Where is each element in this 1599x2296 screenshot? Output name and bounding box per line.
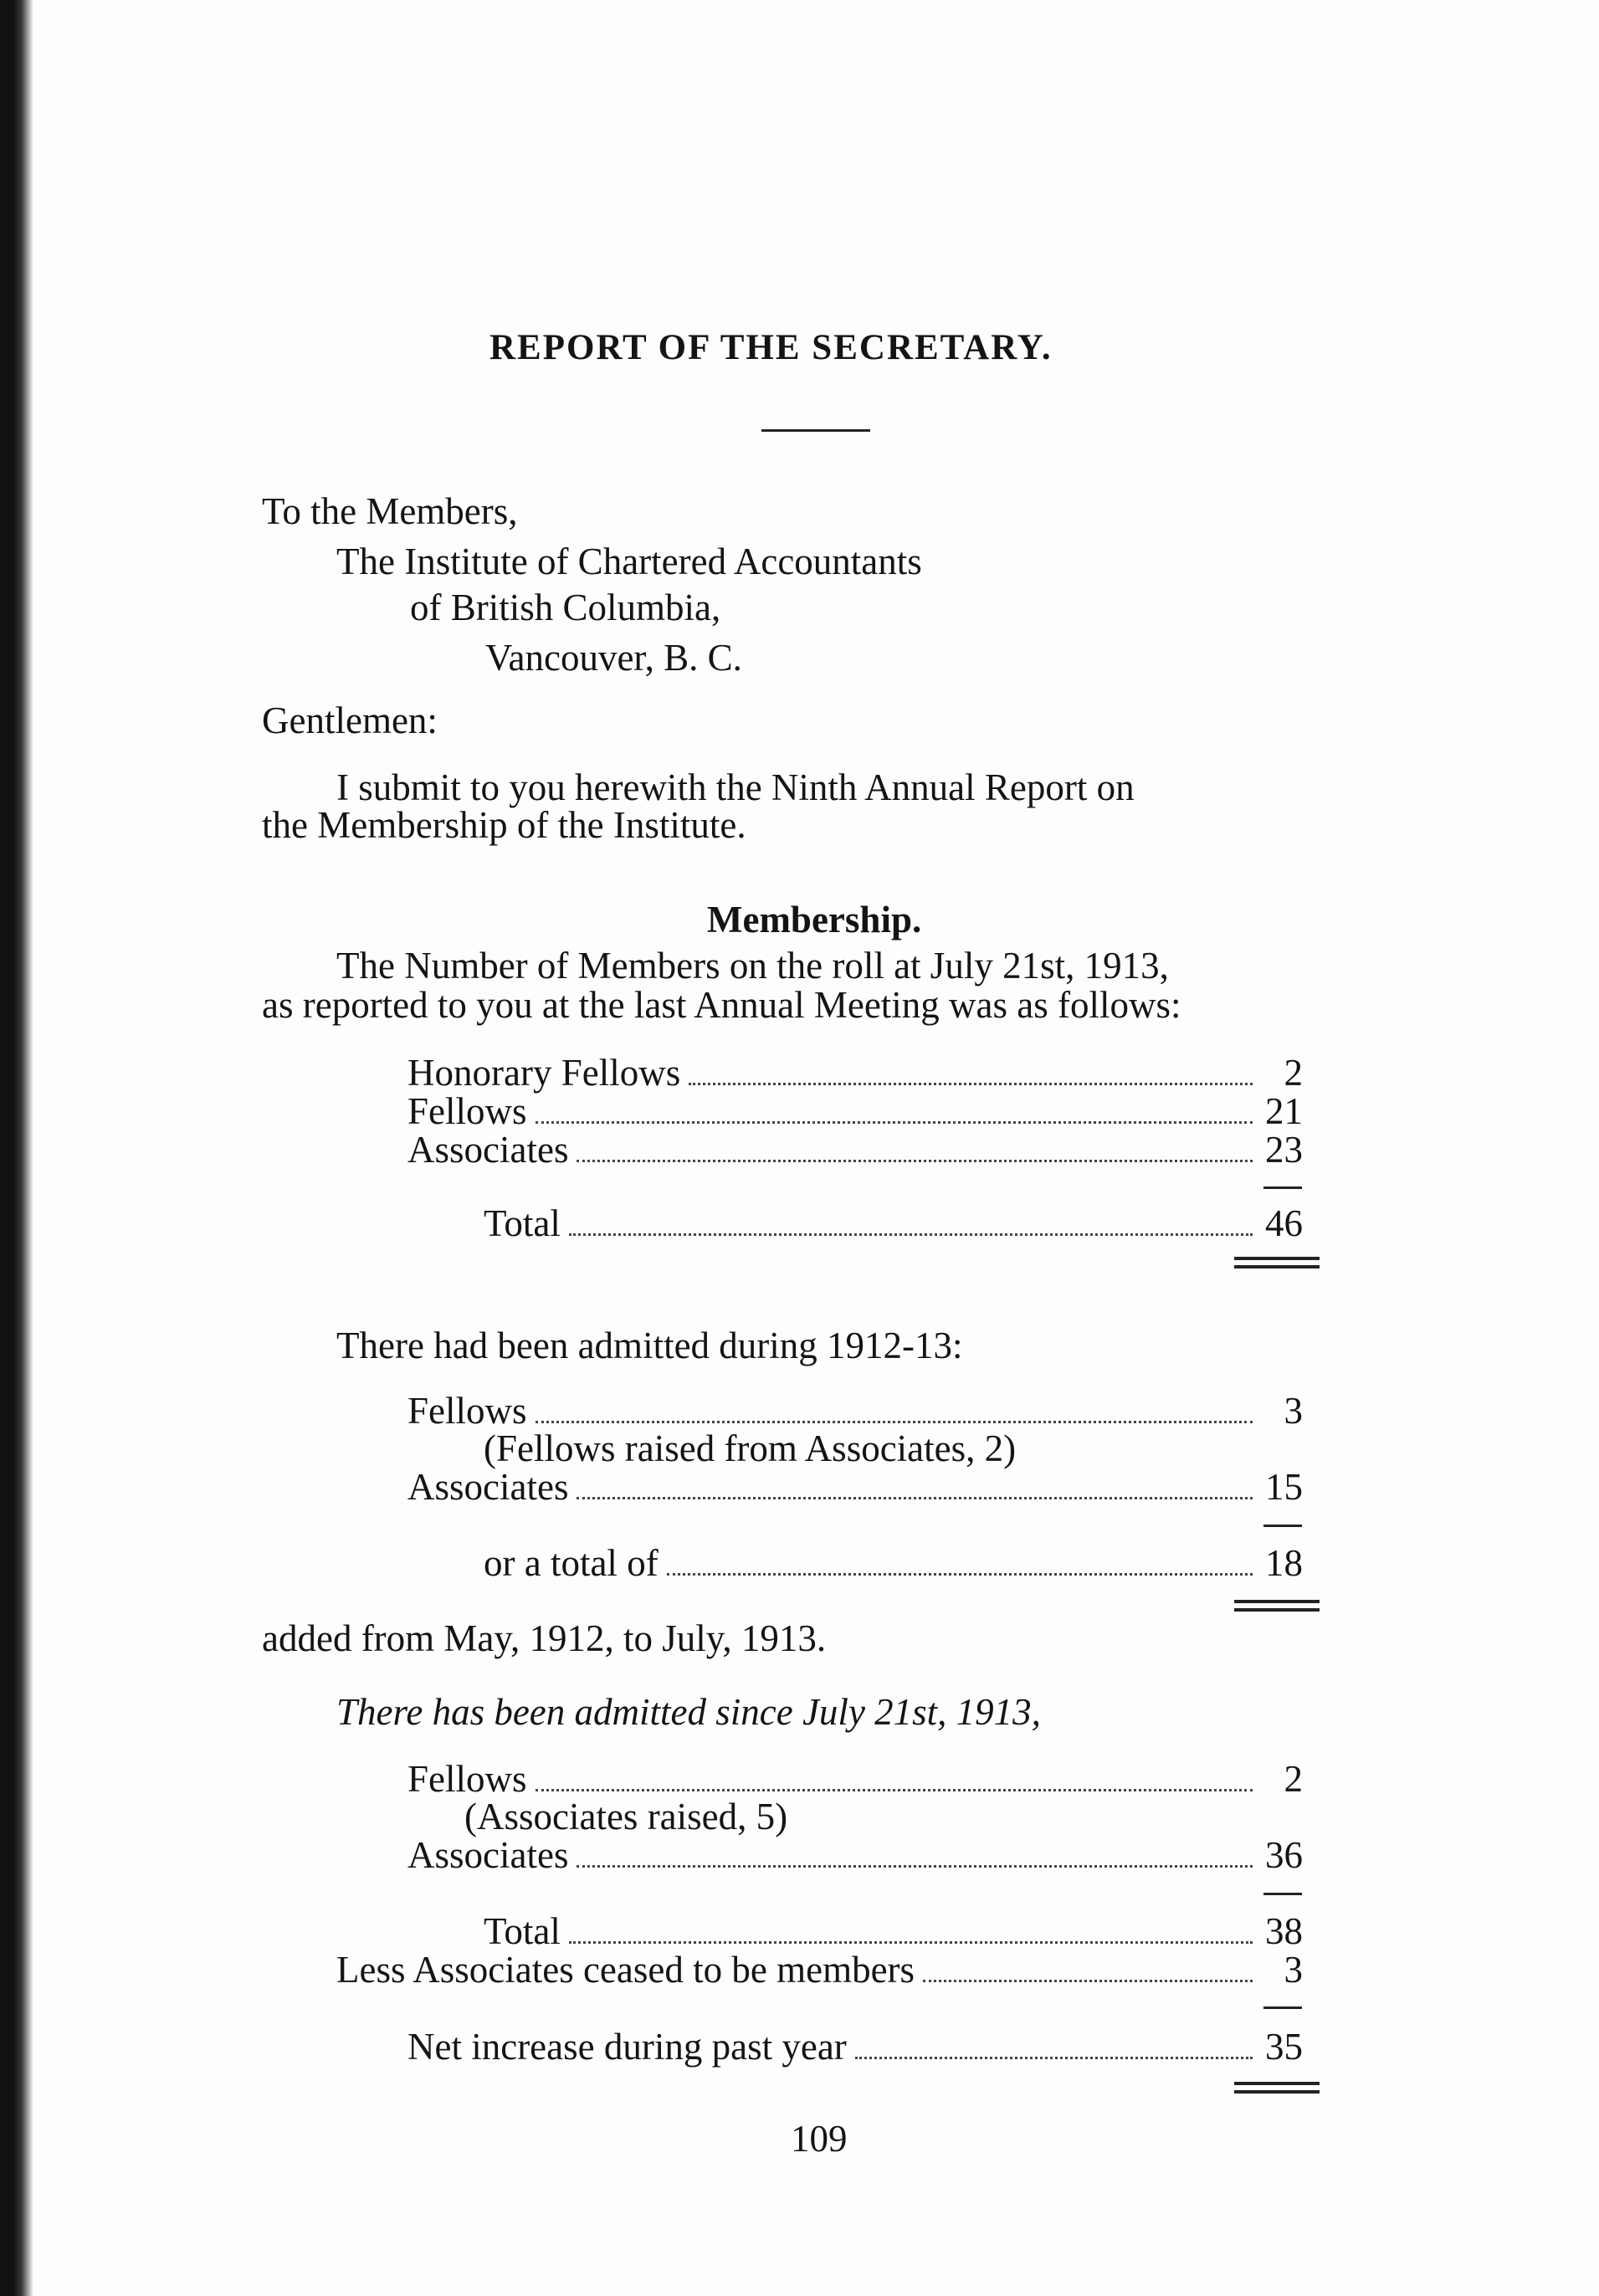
membership-subheading: Membership. xyxy=(707,899,922,940)
row-value: 23 xyxy=(1265,1129,1303,1171)
row-value: 46 xyxy=(1265,1202,1303,1244)
row-label: Total xyxy=(484,1202,561,1244)
address-line-1: To the Members, xyxy=(262,490,518,532)
membership-total-row xyxy=(484,1202,1303,1245)
double-rule xyxy=(1234,2082,1320,2094)
row-value: 38 xyxy=(1265,1910,1303,1952)
row-value: 18 xyxy=(1265,1542,1303,1584)
page-number: 109 xyxy=(791,2118,848,2160)
row-value: 3 xyxy=(1284,1949,1303,1991)
dot-leader xyxy=(536,1121,1253,1124)
sum-rule xyxy=(1263,1525,1302,1527)
row-label: Total xyxy=(484,1910,561,1952)
admitted-1912-note: (Fellows raised from Associates, 2) xyxy=(484,1427,1017,1469)
intro-line-1: I submit to you herewith the Ninth Annual Report on xyxy=(336,766,1135,808)
admitted-since-note: (Associates raised, 5) xyxy=(464,1796,788,1837)
row-value: 2 xyxy=(1284,1052,1303,1094)
heading-rule xyxy=(761,429,870,432)
dot-leader xyxy=(855,2057,1253,2059)
admitted-since-total-row xyxy=(484,1909,1303,1953)
row-label: Fellows xyxy=(407,1758,527,1800)
sum-rule xyxy=(1263,1186,1302,1189)
intro-line-2: the Membership of the Institute. xyxy=(262,804,746,846)
row-label: Associates xyxy=(407,1466,569,1508)
row-label: Fellows xyxy=(407,1090,527,1132)
dot-leader xyxy=(667,1573,1253,1576)
row-value: 3 xyxy=(1284,1390,1303,1432)
dot-leader xyxy=(577,1865,1253,1868)
report-heading: REPORT OF THE SECRETARY. xyxy=(489,328,1053,367)
membership-row-associates xyxy=(407,1128,1303,1171)
dot-leader xyxy=(536,1789,1253,1791)
admitted-1912-total-row xyxy=(484,1541,1303,1585)
double-rule xyxy=(1234,1600,1320,1612)
row-label: Honorary Fellows xyxy=(407,1052,681,1094)
dot-leader xyxy=(569,1941,1253,1944)
dot-leader xyxy=(536,1421,1253,1423)
row-value: 15 xyxy=(1265,1466,1303,1508)
row-label: Net increase during past year xyxy=(407,2026,847,2068)
sum-rule xyxy=(1263,1893,1302,1895)
address-line-3: of British Columbia, xyxy=(410,587,721,628)
address-line-4: Vancouver, B. C. xyxy=(485,637,742,679)
row-label: Associates xyxy=(407,1834,569,1876)
double-rule xyxy=(1234,1257,1320,1268)
row-label: Associates xyxy=(407,1129,569,1171)
row-label: or a total of xyxy=(484,1542,659,1584)
admitted-since-intro: There has been admitted since July 21st, 1913, xyxy=(336,1691,1041,1733)
row-value: 35 xyxy=(1265,2026,1303,2068)
admitted-since-associates-row xyxy=(407,1833,1303,1877)
row-label: Fellows xyxy=(407,1390,527,1432)
row-value: 2 xyxy=(1284,1758,1303,1800)
dot-leader xyxy=(689,1083,1253,1085)
salutation: Gentlemen: xyxy=(262,700,438,741)
page-binding-edge xyxy=(0,0,33,2296)
dot-leader xyxy=(569,1233,1253,1236)
membership-para-line-2: as reported to you at the last Annual Meeting was as follows: xyxy=(262,984,1181,1026)
membership-row-fellows xyxy=(407,1089,1303,1133)
admitted-1912-associates-row xyxy=(407,1465,1303,1509)
sum-rule xyxy=(1263,2006,1302,2009)
membership-row-honorary-fellows xyxy=(407,1051,1303,1094)
membership-para-line-1: The Number of Members on the roll at July 21st, 1913, xyxy=(336,945,1169,987)
row-label: Less Associates ceased to be members xyxy=(336,1949,915,1991)
row-value: 21 xyxy=(1265,1090,1303,1132)
admitted-since-less-row xyxy=(336,1948,1303,1991)
admitted-1912-intro: There had been admitted during 1912-13: xyxy=(336,1325,963,1366)
address-line-2: The Institute of Chartered Accountants xyxy=(336,541,922,582)
dot-leader xyxy=(577,1497,1253,1499)
dot-leader xyxy=(923,1980,1253,1982)
dot-leader xyxy=(577,1160,1253,1162)
admitted-since-net-row xyxy=(407,2025,1303,2068)
admitted-1912-outro: added from May, 1912, to July, 1913. xyxy=(262,1617,827,1659)
row-value: 36 xyxy=(1265,1834,1303,1876)
